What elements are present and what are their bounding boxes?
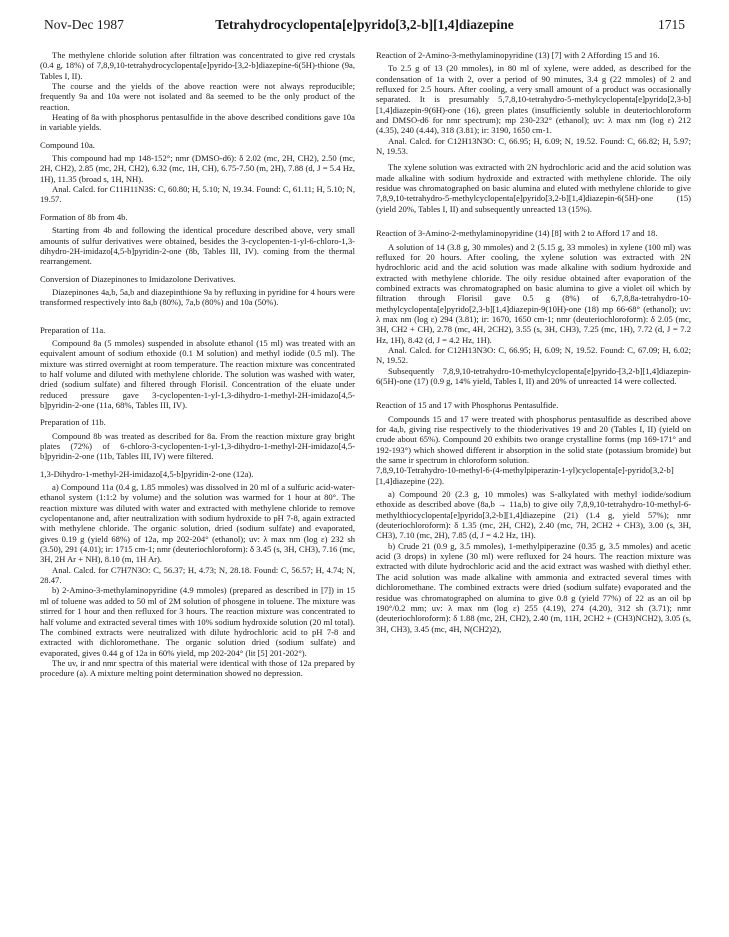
body-paragraph: This compound had mp 148-152°; nmr (DMSO-d6): δ 2.02 (mc, 2H, CH2), 2.50 (mc, 2H, CH2), 2.85 (mc, 2H, CH2), 6.32 (mc, 1H, CH), 6.75-7.50 (m, 2H), 7.88 (d, J = 5.4 Hz, 1H), 11.35 (broad s, 1H, NH). (40, 153, 355, 184)
section-heading: Preparation of 11a. (40, 324, 106, 335)
body-paragraph: Subsequently 7,8,9,10-tetrahydro-10-methylcyclopenta[e]pyrido-[3,2-b][1,4]diazepin-6(5H)-one (17) (0.9 g, 14% yield, Tables I, II) and 20% of unreacted 14 were collected. (376, 365, 691, 386)
spacer (376, 386, 691, 400)
body-paragraph: Compound 8a (5 mmoles) suspended in absolute ethanol (15 ml) was treated with an equivalent amount of sodium ethoxide (0.1 M solution) and methyl iodide (0.5 ml). The mixture was stirred overnight at room temperature. The reaction mixture was concentrated to half volume and diluted with methylene chloride. The solution was washed with water, dried (sodium sulfate) and filtered through Florisil. Concentration of the eluate under reduced pressure gave 3-cyclopenten-1-yl-1,3-dihydro-1-methyl-2H-imidazo[4,5-b]pyridin-2-one (11a, 68%, Tables III, IV). (40, 337, 355, 410)
running-title: Tetrahydrocyclopenta[e]pyrido[3,2-b][1,4]diazepine (215, 17, 514, 32)
body-paragraph: To 2.5 g of 13 (20 mmoles), in 80 ml of xylene, were added, as described for the condensation of 1a with 2, over a period of 90 minutes, 3.4 g (22 mmoles) of 2 and refluxed for 2.5 hours. After cooling, a very small amount of a product was occasionally separated. It is presumably 5,7,8,10-tetrahydro-5-methylcyclopenta[e]pyrido[2,3-b][1,4]diazepin-9(6H)-one (16), green plates (insufficiently soluble in deuteriochloroform and DMSO-d6 for nmr spectrum); mp 230-232° (ethanol); uv: λ max nm (log ε) 212 (4.35), 240 (4.44), 318 (3.81); ir: 3190, 1650 cm-1. (376, 63, 691, 136)
body-paragraph: Anal. Calcd. for C12H13N3O: C, 66.95; H, 6.09; N, 19.52. Found: C, 66.82; H, 5.97; N, 19.53. (376, 135, 691, 157)
body-paragraph: Diazepinones 4a,b, 5a,b and diazepinthione 9a by refluxing in pyridine for 4 hours were transformed respectively into 8a,b (80%), 7a,b (80%) and 10a (50%). (40, 286, 355, 308)
body-paragraph: The xylene solution was extracted with 2N hydrochloric acid and the acid solution was made alkaline with sodium hydroxide and extracted with methylene chloride. The oily residue was chromatographed on basic alumina and eluted with methylene chloride to give 7,8,9,10-tetrahydro-5-methylcyclopenta[e]pyrido[3,2-b][1,4]diazepin-6(5H)-one (15) (yield 20%, Tables I, II) and subsequently unreacted 13 (15%). (376, 162, 691, 214)
body-paragraph: A solution of 14 (3.8 g, 30 mmoles) and 2 (5.15 g, 33 mmoles) in xylene (100 ml) was refluxed for 20 hours. After cooling, the xylene solution was extracted with 2N hydrochloric acid and the acid solution was made alkaline with sodium hydroxide and extracted with methylene chloride. The oily residue obtained after evaporation of the combined extracts was chromatographed on basic alumina to give a violet oil which by filtration through Florisil gave 0.5 g (8%) of 6,7,8,8a-tetrahydro-10-methylcyclopenta[e]pyrido[2,3-b][1,4]diazepin-9(10H)-one (18) mp 66-68° (ethanol); uv: λ max nm (log ε) 294 (3.81); ir: 1670, 1650 cm-1; nmr (deuteriochloroform): δ 2.05 (mc, 3H, CH2 + CH), 2.78 (mc, 4H, 2CH2), 3.55 (s, 3H, CH3), 7.25 (mc, 1H), 7.72 (d, J = 7.2 Hz, 1H), 8.42 (d, J = 4.2 Hz, 1H). (376, 241, 691, 345)
body-paragraph: The course and the yields of the above reaction were not always reproducible; frequently 9a and 10a were not isolated and 8a seemed to be the only product of the reaction. (40, 81, 355, 112)
issue-date: Nov-Dec 1987 (44, 17, 124, 32)
body-paragraph: Anal. Calcd. for C11H11N3S: C, 60.80; H, 5.10; N, 19.34. Found: C, 61.11; H, 5.10; N, 19.57. (40, 184, 355, 205)
right-column (376, 50, 691, 634)
section-heading: 1,3-Dihydro-1-methyl-2H-imidazo[4,5-b]pyridin-2-one (12a). (40, 468, 254, 479)
spacer (376, 214, 691, 228)
body-paragraph: The uv, ir and nmr spectra of this material were identical with those of 12a prepared by procedure (a). A mixture melting point determination showed no depression. (40, 657, 355, 679)
section-heading: Compound 10a. (40, 139, 95, 150)
page-number: 1715 (658, 17, 685, 32)
section-heading: 7,8,9,10-Tetrahydro-10-methyl-6-(4-methylpiperazin-1-yl)cyclopenta[e]-pyrido[3,2-b][1,4]diazepine (22). (376, 465, 674, 486)
section-heading: Reaction of 15 and 17 with Phosphorus Pentasulfide. (376, 400, 559, 411)
body-paragraph: Heating of 8a with phosphorus pentasulfide in the above described conditions gave 10a in variable yields. (40, 112, 355, 133)
section-heading: Reaction of 3-Amino-2-methylaminopyridine (14) [8] with 2 to Afford 17 and 18. (376, 228, 658, 239)
body-paragraph: Compounds 15 and 17 were treated with phosphorus pentasulfide as described above for 4a,b, giving rise respectively to the thioderivatives 19 and 20 (Tables I, II) (yield on crude about 65%). Compound 20 exhibits two orange crystalline forms (mp 169-171° and 192-193°) which showed different ir absorption in the solid state (potassium bromide) but the same ir spectrum in chloroform solution. (376, 413, 691, 466)
body-paragraph: a) Compound 20 (2.3 g, 10 mmoles) was S-alkylated with methyl iodide/sodium ethoxide as described above (8a,b → 11a,b) to give oily 7,8,9,10-tetrahydro-10-methyl-6-methylthiocyclopenta[e]pyrido[3,2-b][1,4]diazepine (21) (1.4 g, yield 57%); nmr (deuteriochloroform): δ 1.35 (mc, 2H, CH2), 2.40 (mc, 7H, 2CH2 + CH3), 3.00 (s, 3H, CH3), 7.10 (mc, 2H), 7.85 (d, J = 4.2 Hz, 1H). (376, 489, 691, 541)
body-paragraph: b) Crude 21 (0.9 g, 3.5 mmoles), 1-methylpiperazine (0.35 g, 3.5 mmoles) and acetic acid (3 drops) in xylene (30 ml) were refluxed for 24 hours. The reaction mixture was extracted with dilute hydrochloric acid and the acid extract was washed with diethyl ether. The acid solution was made alkaline with ammonia and extracted several times with dichloromethane. The combined extracts were dried (sodium sulfate) evaporated and the residue was chromatographed on alumina to give 0.8 g (yield 77%) of 22 as an oil bp 190°/0.2 mm; uv: λ max nm (log ε) 255 (4.19), 274 (4.20), 312 sh (3.71); nmr (deuteriochloroform): δ 1.88 (mc, 2H, CH2), 2.40 (m, 11H, 2CH2 + (CH3)NCH2), 3.05 (s, 3H, CH3), 3.45 (mc, 4H, N(CH2)2), (376, 540, 691, 634)
body-paragraph: b) 2-Amino-3-methylaminopyridine (4.9 mmoles) (prepared as described in [7]) in 15 ml of toluene was added to 50 ml of 2M solution of phosgene in toluene. The mixture was stirred for 1 hour and then refluxed for 3 hours. The reaction mixture was concentrated to half volume and extracted several times with 10% sodium hydroxide solution (20 ml total). The combined extracts were neutralized with dilute hydrochloric acid to pH 7-8 and extracted with dichloromethane. The organic solution dried (sodium sulfate) and evaporated, gives 0.44 g of 12a in 60% yield, mp 202-204° (lit [5] 201-202°). (40, 585, 355, 658)
section-heading: Preparation of 11b. (40, 417, 106, 428)
section-heading: Formation of 8b from 4b. (40, 211, 128, 222)
section-heading: Reaction of 2-Amino-3-methylaminopyridine (13) [7] with 2 Affording 15 and 16. (376, 50, 660, 60)
body-paragraph: Anal. Calcd. for C7H7N3O: C, 56.37; H, 4.73; N, 28.18. Found: C, 56.57; H, 4.74; N, 28.47. (40, 564, 355, 586)
running-header (44, 17, 685, 37)
section-heading: Conversion of Diazepinones to Imidazolone Derivatives. (40, 273, 236, 284)
body-paragraph: Anal. Calcd. for C12H13N3O: C, 66.95; H, 6.09; N, 19.52. Found: C, 67.09; H, 6.02; N, 19.52. (376, 344, 691, 366)
left-column (40, 50, 355, 679)
body-paragraph: The methylene chloride solution after filtration was concentrated to give red crystals (0.4 g, 18%) of 7,8,9,10-tetrahydrocyclopenta[e]pyrido-[3,2-b]diazepine-6(5H)-thione (9a, Tables I, II). (40, 50, 355, 81)
body-paragraph: Starting from 4b and following the identical procedure described above, very small amounts of sulfur derivatives were obtained, besides the 3-cyclopenten-1-yl-6-chloro-1,3-dihydro-2H-imidazo[4,5-b]pyridin-2-one (8b, Tables III, IV). coming from the thermal rearrangement. (40, 225, 355, 267)
body-paragraph: a) Compound 11a (0.4 g, 1.85 mmoles) was dissolved in 20 ml of a sulfuric acid-water-ethanol system (1:1:2 by volume) and the solution was warmed for 1 hour at 80°. The reaction mixture was diluted with water and extracted with methylene chloride to remove cyclopentanone and, after neutralization with sodium hydroxide to pH 7-8, again extracted with methylene chloride. The organic solution, dried (sodium sulfate) and evaporated, gives 0.19 g (yield 68%) of 12a, mp 202-204° (ethanol); uv: λ max nm (log ε) 232 sh (3.50), 291 (4.01); ir: 1715 cm-1; nmr (deuteriochloroform): δ 3.45 (s, 3H, CH3), 7.16 (mc, 3H, 2H Ar + NH), 8.10 (m, 1H Ar). (40, 482, 355, 565)
body-paragraph: Compound 8b was treated as described for 8a. From the reaction mixture gray bright plates (72%) of 6-chloro-3-cyclopenten-1-yl-1,3-dihydro-1-methyl-2H-imidazo[4,5-b]pyridin-2-one (11b, Tables III, IV) were filtered. (40, 430, 355, 462)
